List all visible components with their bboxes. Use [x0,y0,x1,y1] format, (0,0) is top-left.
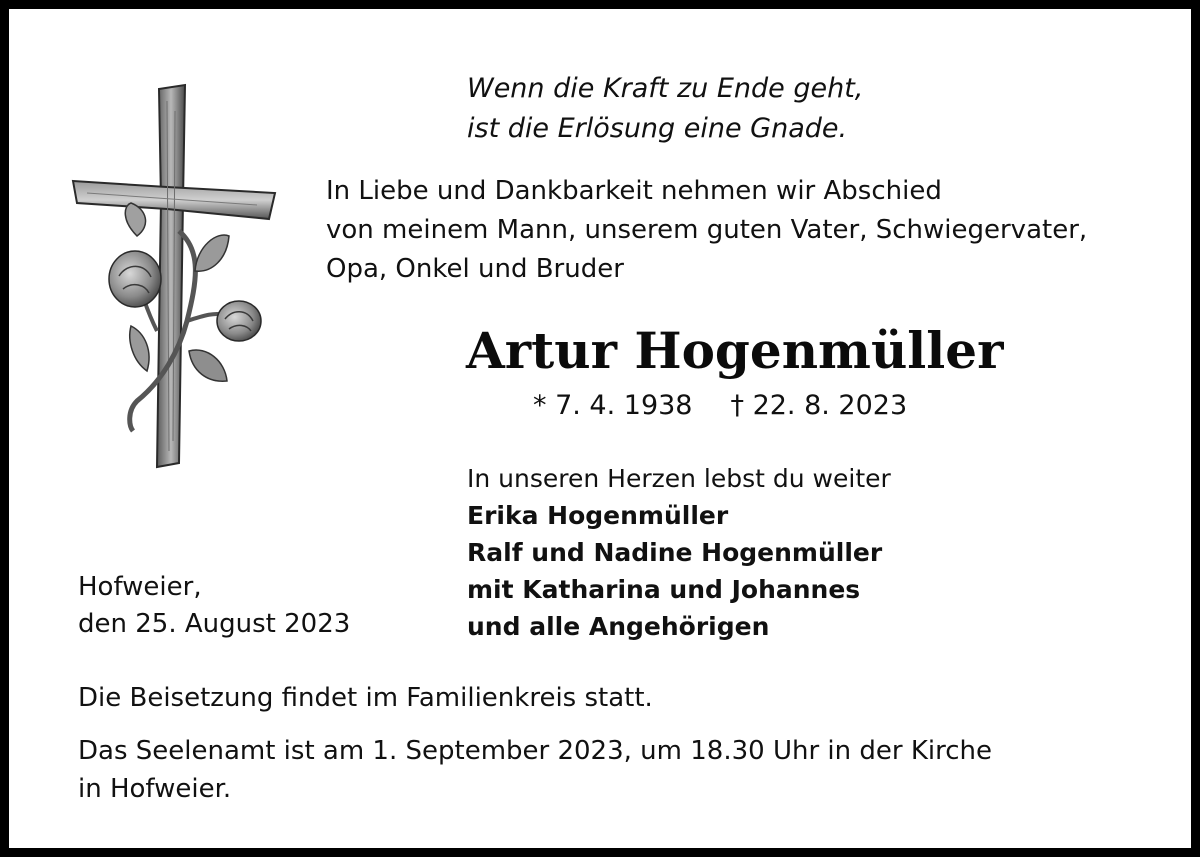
poem-line: Wenn die Kraft zu Ende geht, [467,73,864,104]
mourner-name: Erika Hogenmüller [467,501,729,530]
birth-date: * 7. 4. 1938 [533,390,693,421]
cross-with-roses-icon [67,81,282,471]
intro-line: In Liebe und Dankbarkeit nehmen wir Abschied [326,176,942,206]
farewell-intro [326,172,1087,289]
place-date: den 25. August 2023 [78,609,351,639]
intro-line: von meinem Mann, unserem guten Vater, Schwiegervater, [326,215,1088,245]
intro-line: Opa, Onkel und Bruder [326,254,624,284]
death-date: † 22. 8. 2023 [730,390,908,421]
requiem-line: in Hofweier. [78,774,232,804]
place-town: Hofweier, [78,572,202,602]
burial-note: Die Beisetzung findet im Familienkreis statt. [78,683,653,713]
requiem-line: Das Seelenamt ist am 1. September 2023, um 18.30 Uhr in der Kirche [78,736,992,766]
poem-line: ist die Erlösung eine Gnade. [467,113,848,144]
life-dates [533,387,907,425]
mourners-heading: In unseren Herzen lebst du weiter [467,464,891,493]
mourner-name: Ralf und Nadine Hogenmüller [467,538,883,567]
requiem-mass-note [78,732,992,808]
mourner-name: mit Katharina und Johannes [467,575,861,604]
poem-verse [467,69,863,149]
place-and-date [78,569,350,643]
mourners-block [467,460,891,645]
deceased-name: Artur Hogenmüller [466,321,1004,380]
mourner-name: und alle Angehörigen [467,612,770,641]
